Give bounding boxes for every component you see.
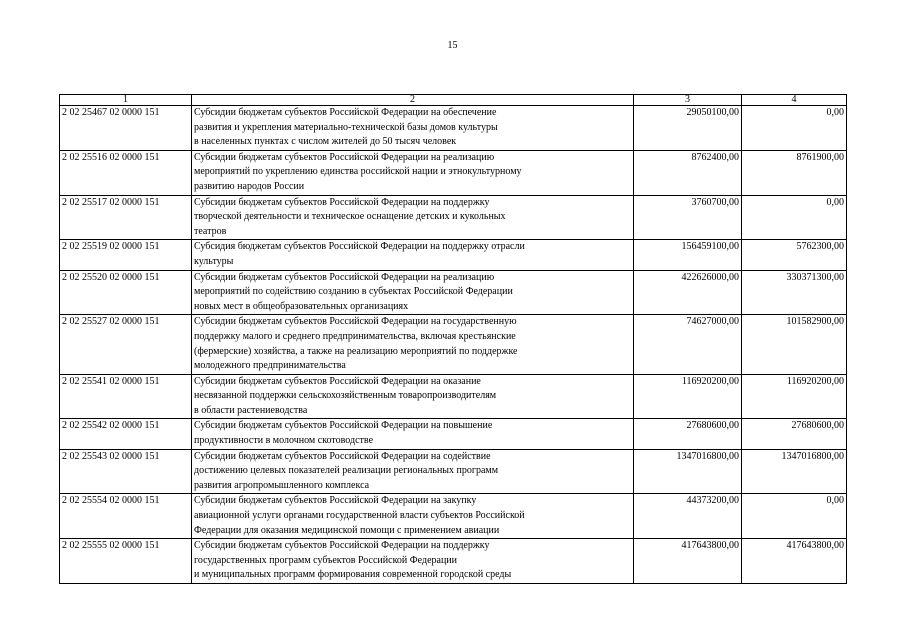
row-description: Субсидии бюджетам субъектов Российской Федерации на обеспечение развития и укрепления материально-технической базы домов культуры в населенных пунктах с числом жителей до 50 тысяч человек — [192, 106, 634, 151]
row-description: Субсидии бюджетам субъектов Российской Федерации на поддержку творческой деятельности и техническое оснащение детских и кукольных театров — [192, 195, 634, 240]
row-amount-1: 74627000,00 — [634, 315, 742, 374]
row-amount-2: 1347016800,00 — [742, 449, 847, 494]
row-amount-2: 5762300,00 — [742, 240, 847, 270]
row-code: 2 02 25467 02 0000 151 — [60, 106, 192, 151]
row-code: 2 02 25542 02 0000 151 — [60, 419, 192, 449]
row-description: Субсидии бюджетам субъектов Российской Федерации на оказание несвязанной поддержки сельскохозяйственным товаропроизводителям в области растениеводства — [192, 374, 634, 419]
row-amount-1: 116920200,00 — [634, 374, 742, 419]
row-description: Субсидии бюджетам субъектов Российской Федерации на повышение продуктивности в молочном скотоводстве — [192, 419, 634, 449]
row-description: Субсидия бюджетам субъектов Российской Федерации на поддержку отрасли культуры — [192, 240, 634, 270]
header-col-2: 2 — [192, 95, 634, 106]
row-code: 2 02 25541 02 0000 151 — [60, 374, 192, 419]
row-code: 2 02 25527 02 0000 151 — [60, 315, 192, 374]
row-description: Субсидии бюджетам субъектов Российской Федерации на государственную поддержку малого и среднего предпринимательства, включая крестьянские (фермерские) хозяйства, а также на реализацию мероприятий по поддержке молодежного предпринимательства — [192, 315, 634, 374]
table-row — [60, 270, 847, 315]
row-code: 2 02 25554 02 0000 151 — [60, 494, 192, 539]
row-amount-2: 0,00 — [742, 195, 847, 240]
row-amount-2: 116920200,00 — [742, 374, 847, 419]
table-row — [60, 374, 847, 419]
row-code: 2 02 25519 02 0000 151 — [60, 240, 192, 270]
row-amount-1: 44373200,00 — [634, 494, 742, 539]
table-row — [60, 539, 847, 584]
row-amount-1: 27680600,00 — [634, 419, 742, 449]
row-amount-2: 8761900,00 — [742, 150, 847, 195]
row-description: Субсидии бюджетам субъектов Российской Федерации на содействие достижению целевых показателей реализации региональных программ развития агропромышленного комплекса — [192, 449, 634, 494]
budget-table — [59, 94, 847, 584]
row-code: 2 02 25517 02 0000 151 — [60, 195, 192, 240]
row-amount-1: 3760700,00 — [634, 195, 742, 240]
row-amount-2: 417643800,00 — [742, 539, 847, 584]
row-amount-1: 1347016800,00 — [634, 449, 742, 494]
row-amount-1: 8762400,00 — [634, 150, 742, 195]
row-amount-2: 0,00 — [742, 106, 847, 151]
row-description: Субсидии бюджетам субъектов Российской Федерации на поддержку государственных программ субъектов Российской Федерации и муниципальных программ формирования современной городской среды — [192, 539, 634, 584]
row-description: Субсидии бюджетам субъектов Российской Федерации на закупку авиационной услуги органами государственной власти субъектов Российской Федерации для оказания медицинской помощи с применением авиации — [192, 494, 634, 539]
row-description: Субсидии бюджетам субъектов Российской Федерации на реализацию мероприятий по укреплению единства российской нации и этнокультурному развитию народов России — [192, 150, 634, 195]
row-code: 2 02 25516 02 0000 151 — [60, 150, 192, 195]
table-row — [60, 106, 847, 151]
row-code: 2 02 25543 02 0000 151 — [60, 449, 192, 494]
row-amount-2: 330371300,00 — [742, 270, 847, 315]
header-col-1: 1 — [60, 95, 192, 106]
header-col-3: 3 — [634, 95, 742, 106]
table-header-row — [60, 95, 847, 106]
table-row — [60, 195, 847, 240]
table-row — [60, 315, 847, 374]
table-row — [60, 150, 847, 195]
row-amount-1: 156459100,00 — [634, 240, 742, 270]
row-description: Субсидии бюджетам субъектов Российской Федерации на реализацию мероприятий по содействию созданию в субъектах Российской Федерации новых мест в общеобразовательных организациях — [192, 270, 634, 315]
row-amount-1: 29050100,00 — [634, 106, 742, 151]
table-row — [60, 494, 847, 539]
row-amount-1: 417643800,00 — [634, 539, 742, 584]
row-amount-2: 27680600,00 — [742, 419, 847, 449]
header-col-4: 4 — [742, 95, 847, 106]
row-code: 2 02 25520 02 0000 151 — [60, 270, 192, 315]
row-amount-1: 422626000,00 — [634, 270, 742, 315]
table-row — [60, 419, 847, 449]
page-number: 15 — [447, 40, 458, 51]
table-row — [60, 240, 847, 270]
table-row — [60, 449, 847, 494]
row-amount-2: 101582900,00 — [742, 315, 847, 374]
row-amount-2: 0,00 — [742, 494, 847, 539]
row-code: 2 02 25555 02 0000 151 — [60, 539, 192, 584]
